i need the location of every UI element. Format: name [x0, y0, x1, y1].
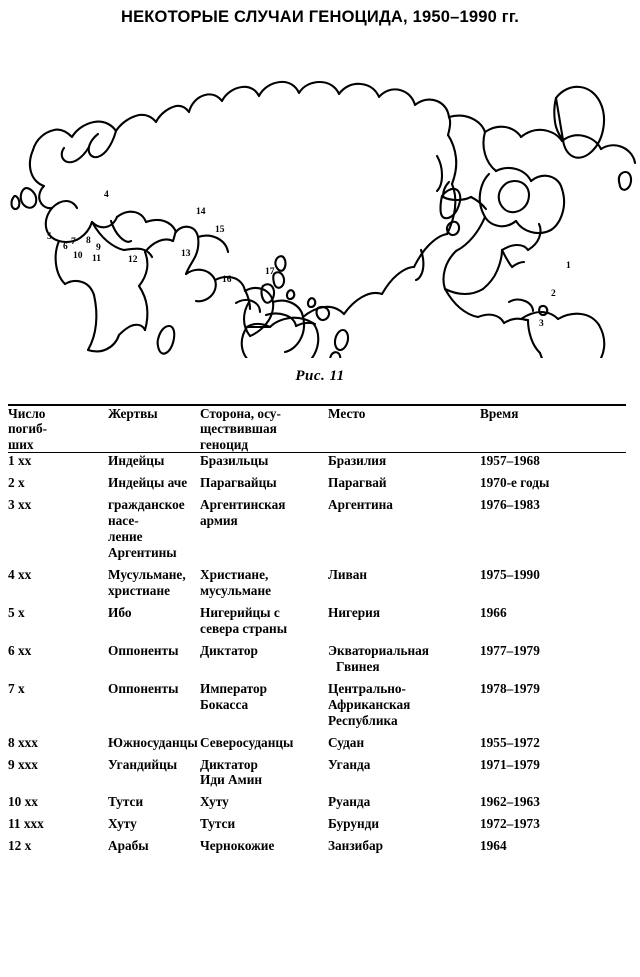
cell-number-killed: 11 ххх	[8, 816, 44, 832]
cell-time: 1966	[480, 604, 507, 620]
cell-time: 1976–1983	[480, 497, 540, 513]
cell-victims: Ибо	[108, 604, 132, 620]
cell-time: 1970-е годы	[480, 475, 550, 491]
table-row	[8, 788, 626, 810]
cell-number-killed: 2 х	[8, 475, 25, 491]
map-label-12: 12	[128, 255, 138, 265]
genocide-cases-body-table	[8, 453, 626, 854]
world-map-figure	[0, 38, 640, 358]
cell-place: Уганда	[328, 756, 371, 772]
cell-perpetrator: Аргентинская армия	[200, 497, 286, 529]
cell-victims: Мусульмане, христиане	[108, 566, 186, 598]
cell-victims: Хуту	[108, 816, 137, 832]
cell-perpetrator: Северосуданцы	[200, 734, 294, 750]
table-row	[8, 561, 626, 599]
column-header-victims: Жертвы	[108, 406, 158, 421]
table-row	[8, 729, 626, 751]
cell-place: Экваториальная Гвинея	[328, 642, 429, 674]
cell-victims: Оппоненты	[108, 680, 179, 696]
map-label-7: 7	[71, 237, 76, 247]
cell-place: Аргентина	[328, 497, 393, 513]
cell-number-killed: 10 хх	[8, 794, 38, 810]
cell-time: 1972–1973	[480, 816, 540, 832]
column-header-number-killed: Число погиб- ших	[8, 406, 48, 452]
cell-number-killed: 4 хх	[8, 566, 32, 582]
cell-perpetrator: Император Бокасса	[200, 680, 268, 712]
cell-perpetrator: Чернокожие	[200, 838, 275, 854]
cell-place: Ливан	[328, 566, 368, 582]
map-label-10: 10	[73, 251, 83, 261]
cell-time: 1957–1968	[480, 453, 540, 469]
table-row	[8, 810, 626, 832]
cell-number-killed: 12 х	[8, 838, 32, 854]
cell-victims: Тутси	[108, 794, 144, 810]
cell-victims: Индейцы	[108, 453, 165, 469]
table-row	[8, 469, 626, 491]
map-label-11: 11	[92, 254, 101, 264]
cell-number-killed: 7 х	[8, 680, 25, 696]
world-map-outline	[0, 38, 640, 358]
cell-perpetrator: Диктатор Иди Амин	[200, 756, 263, 788]
map-label-5: 5	[47, 232, 52, 242]
cell-victims: Арабы	[108, 838, 149, 854]
cell-perpetrator: Хуту	[200, 794, 229, 810]
table-header-row	[8, 406, 626, 452]
cell-time: 1962–1963	[480, 794, 540, 810]
cell-place: Парагвай	[328, 475, 387, 491]
map-label-14: 14	[196, 207, 206, 217]
cell-place: Занзибар	[328, 838, 384, 854]
map-label-17: 17	[265, 267, 275, 277]
column-header-time: Время	[480, 406, 519, 421]
cell-number-killed: 5 х	[8, 604, 25, 620]
map-label-2: 2	[551, 289, 556, 299]
cell-number-killed: 1 хх	[8, 453, 32, 469]
cell-place: Бразилия	[328, 453, 387, 469]
map-label-8: 8	[86, 236, 91, 246]
cell-time: 1964	[480, 838, 507, 854]
cell-number-killed: 8 ххх	[8, 734, 38, 750]
table-body	[8, 453, 626, 854]
genocide-cases-table	[8, 406, 626, 452]
table-row	[8, 599, 626, 637]
cell-perpetrator: Тутси	[200, 816, 236, 832]
cell-number-killed: 3 хх	[8, 497, 32, 513]
cell-place: Судан	[328, 734, 365, 750]
map-label-16: 16	[222, 275, 232, 285]
map-label-13: 13	[181, 249, 191, 259]
genocide-table	[8, 404, 628, 854]
map-label-15: 15	[215, 225, 225, 235]
table-row	[8, 637, 626, 675]
cell-victims: Угандийцы	[108, 756, 178, 772]
map-label-4: 4	[104, 190, 109, 200]
map-label-3: 3	[539, 319, 544, 329]
cell-time: 1978–1979	[480, 680, 540, 696]
cell-perpetrator: Диктатор	[200, 642, 258, 658]
cell-place: Бурунди	[328, 816, 380, 832]
cell-perpetrator: Христиане, мусульмане	[200, 566, 272, 598]
page-title: НЕКОТОРЫЕ СЛУЧАИ ГЕНОЦИДА, 1950–1990 гг.	[120, 8, 520, 26]
cell-perpetrator: Бразильцы	[200, 453, 269, 469]
table-row	[8, 751, 626, 789]
cell-perpetrator: Парагвайцы	[200, 475, 277, 491]
table-row	[8, 675, 626, 729]
cell-time: 1971–1979	[480, 756, 540, 772]
map-label-6: 6	[63, 242, 68, 252]
cell-time: 1977–1979	[480, 642, 540, 658]
cell-time: 1955–1972	[480, 734, 540, 750]
cell-number-killed: 9 ххх	[8, 756, 38, 772]
cell-time: 1975–1990	[480, 566, 540, 582]
column-header-place: Место	[328, 406, 366, 421]
column-header-perpetrator: Сторона, осу- ществившая геноцид	[200, 406, 281, 452]
cell-victims: Оппоненты	[108, 642, 179, 658]
table-row	[8, 832, 626, 854]
cell-place: Центрально- Африканская Республика	[328, 680, 411, 728]
map-label-1: 1	[566, 261, 571, 271]
figure-caption: Рис. 11	[295, 368, 345, 384]
map-label-9: 9	[96, 243, 101, 253]
cell-number-killed: 6 хх	[8, 642, 32, 658]
cell-victims: гражданское насе- ление Аргентины	[108, 497, 185, 561]
cell-place: Руанда	[328, 794, 371, 810]
cell-place: Нигерия	[328, 604, 381, 620]
cell-perpetrator: Нигерийцы с севера страны	[200, 604, 288, 636]
table-row	[8, 491, 626, 561]
cell-victims: Индейцы аче	[108, 475, 188, 491]
table-row	[8, 453, 626, 469]
table-head	[8, 406, 626, 452]
cell-victims: Южносуданцы	[108, 734, 198, 750]
